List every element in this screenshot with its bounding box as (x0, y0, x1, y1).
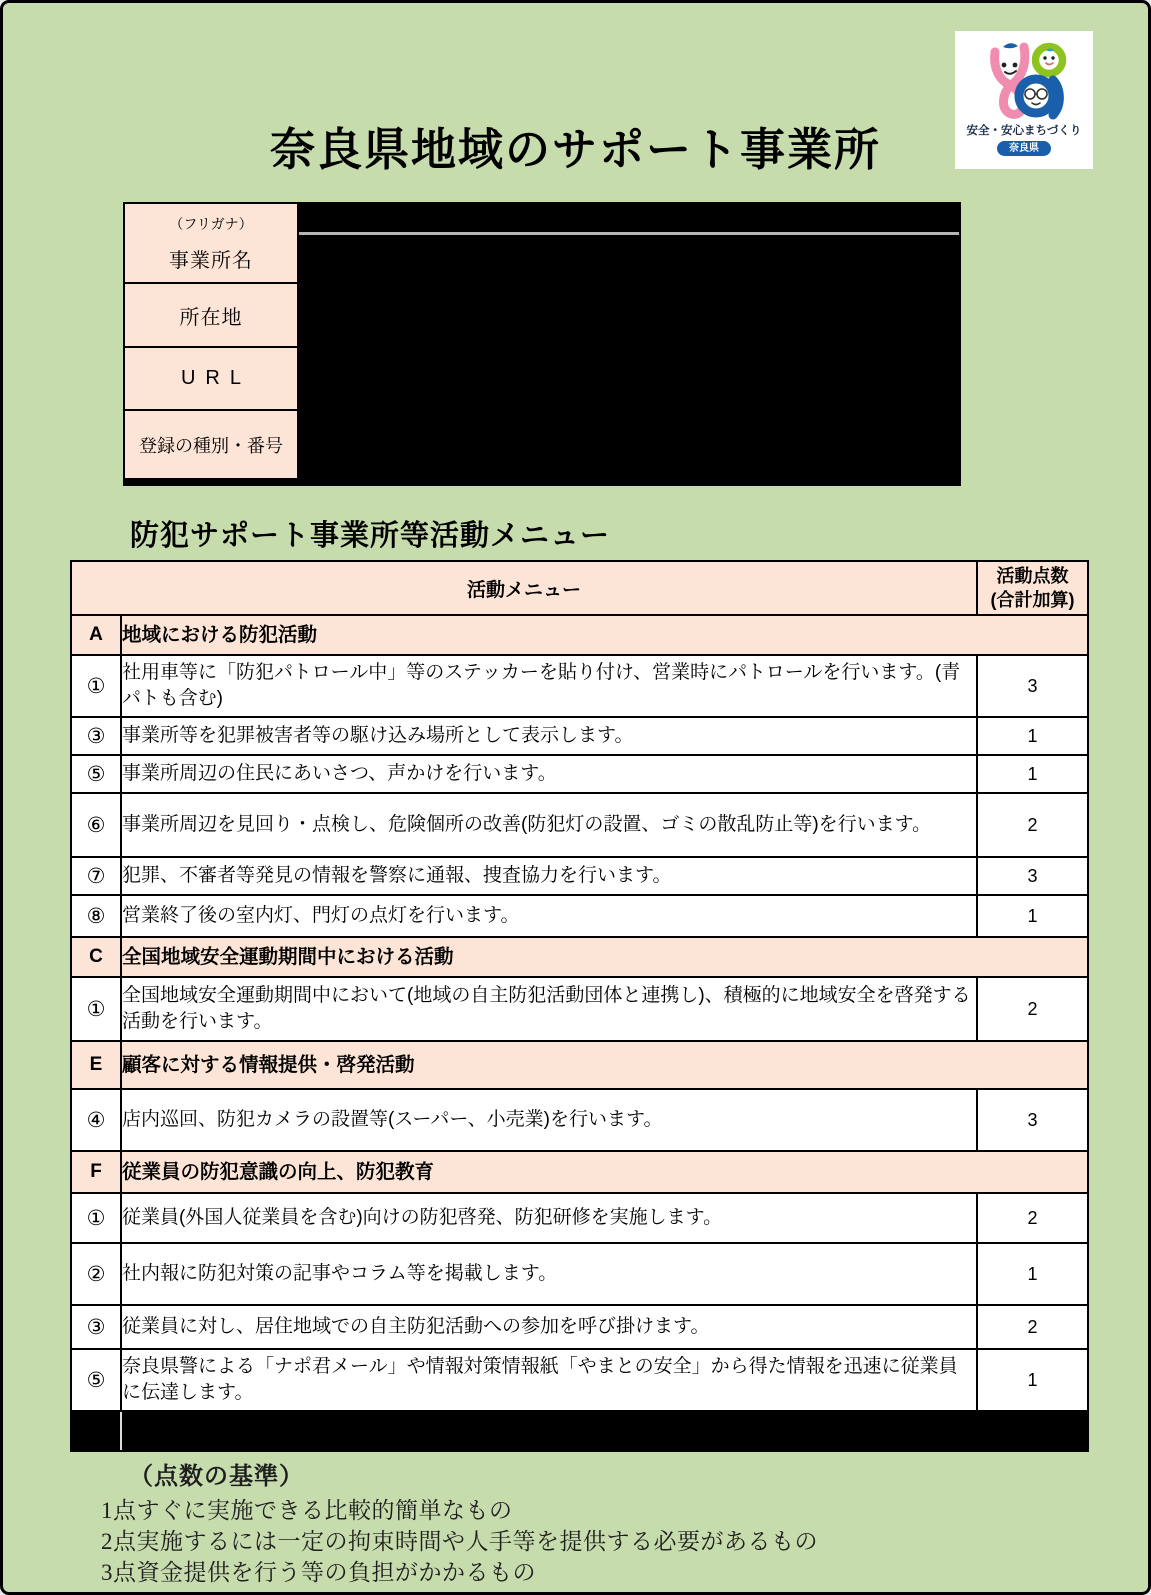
item-text: 社用車等に「防犯パトロール中」等のステッカーを貼り付け、営業時にパトロールを行います。(青パトも含む) (121, 655, 977, 717)
business-name-label: （フリガナ） 事業所名 (125, 204, 299, 284)
url-value-redacted (299, 348, 959, 411)
item-points: 1 (977, 717, 1088, 755)
item-text: 事業所等を犯罪被害者等の駆け込み場所として表示します。 (121, 717, 977, 755)
menu-section-row (71, 1151, 1088, 1193)
item-points: 1 (977, 1243, 1088, 1305)
item-number: ① (71, 655, 121, 717)
item-text: 事業所周辺を見回り・点検し、危険個所の改善(防犯灯の設置、ゴミの散乱防止等)を行います。 (121, 793, 977, 857)
menu-item-row (71, 1243, 1088, 1305)
info-row-name (125, 204, 959, 284)
registration-type-label: 登録の種別・番号 (125, 411, 299, 478)
item-points: 3 (977, 655, 1088, 717)
scoring-note-3: 3点資金提供を行う等の負担がかかるもの (101, 1560, 536, 1585)
menu-item-row (71, 793, 1088, 857)
url-label: URL (125, 348, 299, 411)
item-points: 1 (977, 895, 1088, 937)
menu-item-row (71, 857, 1088, 895)
info-row-url (125, 348, 959, 411)
item-points: 3 (977, 1089, 1088, 1151)
item-points: 2 (977, 977, 1088, 1041)
menu-item-row (71, 1305, 1088, 1349)
scoring-note-1: 1点すぐに実施できる比較的簡単なもの (101, 1498, 513, 1523)
section-letter: A (71, 615, 121, 655)
business-name-value-redacted (299, 204, 959, 284)
logo-caption: 安全・安心まちづくり (966, 125, 1082, 137)
menu-item-row (71, 755, 1088, 793)
menu-heading: 防犯サポート事業所等活動メニュー (130, 520, 611, 552)
item-points: 1 (977, 1349, 1088, 1411)
item-points: 1 (977, 755, 1088, 793)
mascot-illustration-icon (965, 35, 1083, 121)
scoring-notes (101, 1456, 1041, 1588)
item-number: ⑤ (71, 1349, 121, 1411)
activity-menu-table (70, 560, 1089, 1452)
menu-section-row (71, 937, 1088, 977)
redacted-cell (121, 1411, 1088, 1451)
item-text: 奈良県警による「ナポ君メール」や情報対策情報紙「やまとの安全」から得た情報を迅速に従業員に伝達します。 (121, 1349, 977, 1411)
item-number: ⑦ (71, 857, 121, 895)
info-row-registration (125, 411, 959, 478)
item-text: 店内巡回、防犯カメラの設置等(スーパー、小売業)を行います。 (121, 1089, 977, 1151)
section-title: 顧客に対する情報提供・啓発活動 (121, 1041, 1088, 1089)
furigana-divider (299, 232, 959, 235)
item-points: 3 (977, 857, 1088, 895)
item-number: ⑧ (71, 895, 121, 937)
page-title: 奈良県地域のサポート事業所 (269, 124, 881, 175)
menu-redacted-row (71, 1411, 1088, 1451)
item-number: ⑤ (71, 755, 121, 793)
item-points: 2 (977, 1193, 1088, 1243)
item-number: ④ (71, 1089, 121, 1151)
menu-table-body (71, 615, 1088, 1451)
scoring-note-2: 2点実施するには一定の拘束時間や人手等を提供する必要があるもの (101, 1529, 818, 1554)
menu-section-row (71, 1041, 1088, 1089)
header-activity-points: 活動点数 (合計加算) (977, 561, 1088, 615)
menu-item-row (71, 655, 1088, 717)
item-points: 2 (977, 793, 1088, 857)
registration-value-redacted (299, 411, 959, 478)
item-number: ⑥ (71, 793, 121, 857)
item-text: 事業所周辺の住民にあいさつ、声かけを行います。 (121, 755, 977, 793)
info-row-address (125, 284, 959, 348)
item-number: ② (71, 1243, 121, 1305)
menu-item-row (71, 895, 1088, 937)
pink-hair (1003, 43, 1018, 48)
section-letter: C (71, 937, 121, 977)
item-number: ③ (71, 717, 121, 755)
item-text: 全国地域安全運動期間中において(地域の自主防犯活動団体と連携し)、積極的に地域安全を啓発する活動を行います。 (121, 977, 977, 1041)
menu-item-row (71, 1349, 1088, 1411)
menu-item-row (71, 977, 1088, 1041)
menu-item-row (71, 1193, 1088, 1243)
section-title: 全国地域安全運動期間中における活動 (121, 937, 1088, 977)
redacted-cell (71, 1411, 121, 1451)
section-letter: E (71, 1041, 121, 1089)
item-text: 社内報に防犯対策の記事やコラム等を掲載します。 (121, 1243, 977, 1305)
address-value-redacted (299, 284, 959, 348)
scoring-notes-title: （点数の基準） (129, 1464, 304, 1490)
menu-section-row (71, 615, 1088, 655)
item-points: 2 (977, 1305, 1088, 1349)
item-number: ① (71, 977, 121, 1041)
item-number: ③ (71, 1305, 121, 1349)
section-title: 従業員の防犯意識の向上、防犯教育 (121, 1151, 1088, 1193)
furigana-label: （フリガナ） (169, 215, 253, 232)
section-title: 地域における防犯活動 (121, 615, 1088, 655)
item-text: 犯罪、不審者等発見の情報を警察に通報、捜査協力を行います。 (121, 857, 977, 895)
item-text: 従業員(外国人従業員を含む)向けの防犯啓発、防犯研修を実施します。 (121, 1193, 977, 1243)
header-activity-menu: 活動メニュー (71, 561, 977, 615)
item-text: 従業員に対し、居住地域での自主防犯活動への参加を呼び掛けます。 (121, 1305, 977, 1349)
address-label: 所在地 (125, 284, 299, 348)
menu-item-row (71, 717, 1088, 755)
menu-item-row (71, 1089, 1088, 1151)
menu-table-header-row (71, 561, 1088, 615)
logo-pref-badge: 奈良県 (997, 141, 1051, 156)
item-number: ① (71, 1193, 121, 1243)
business-info-table (123, 202, 961, 486)
item-text: 営業終了後の室内灯、門灯の点灯を行います。 (121, 895, 977, 937)
section-letter: F (71, 1151, 121, 1193)
